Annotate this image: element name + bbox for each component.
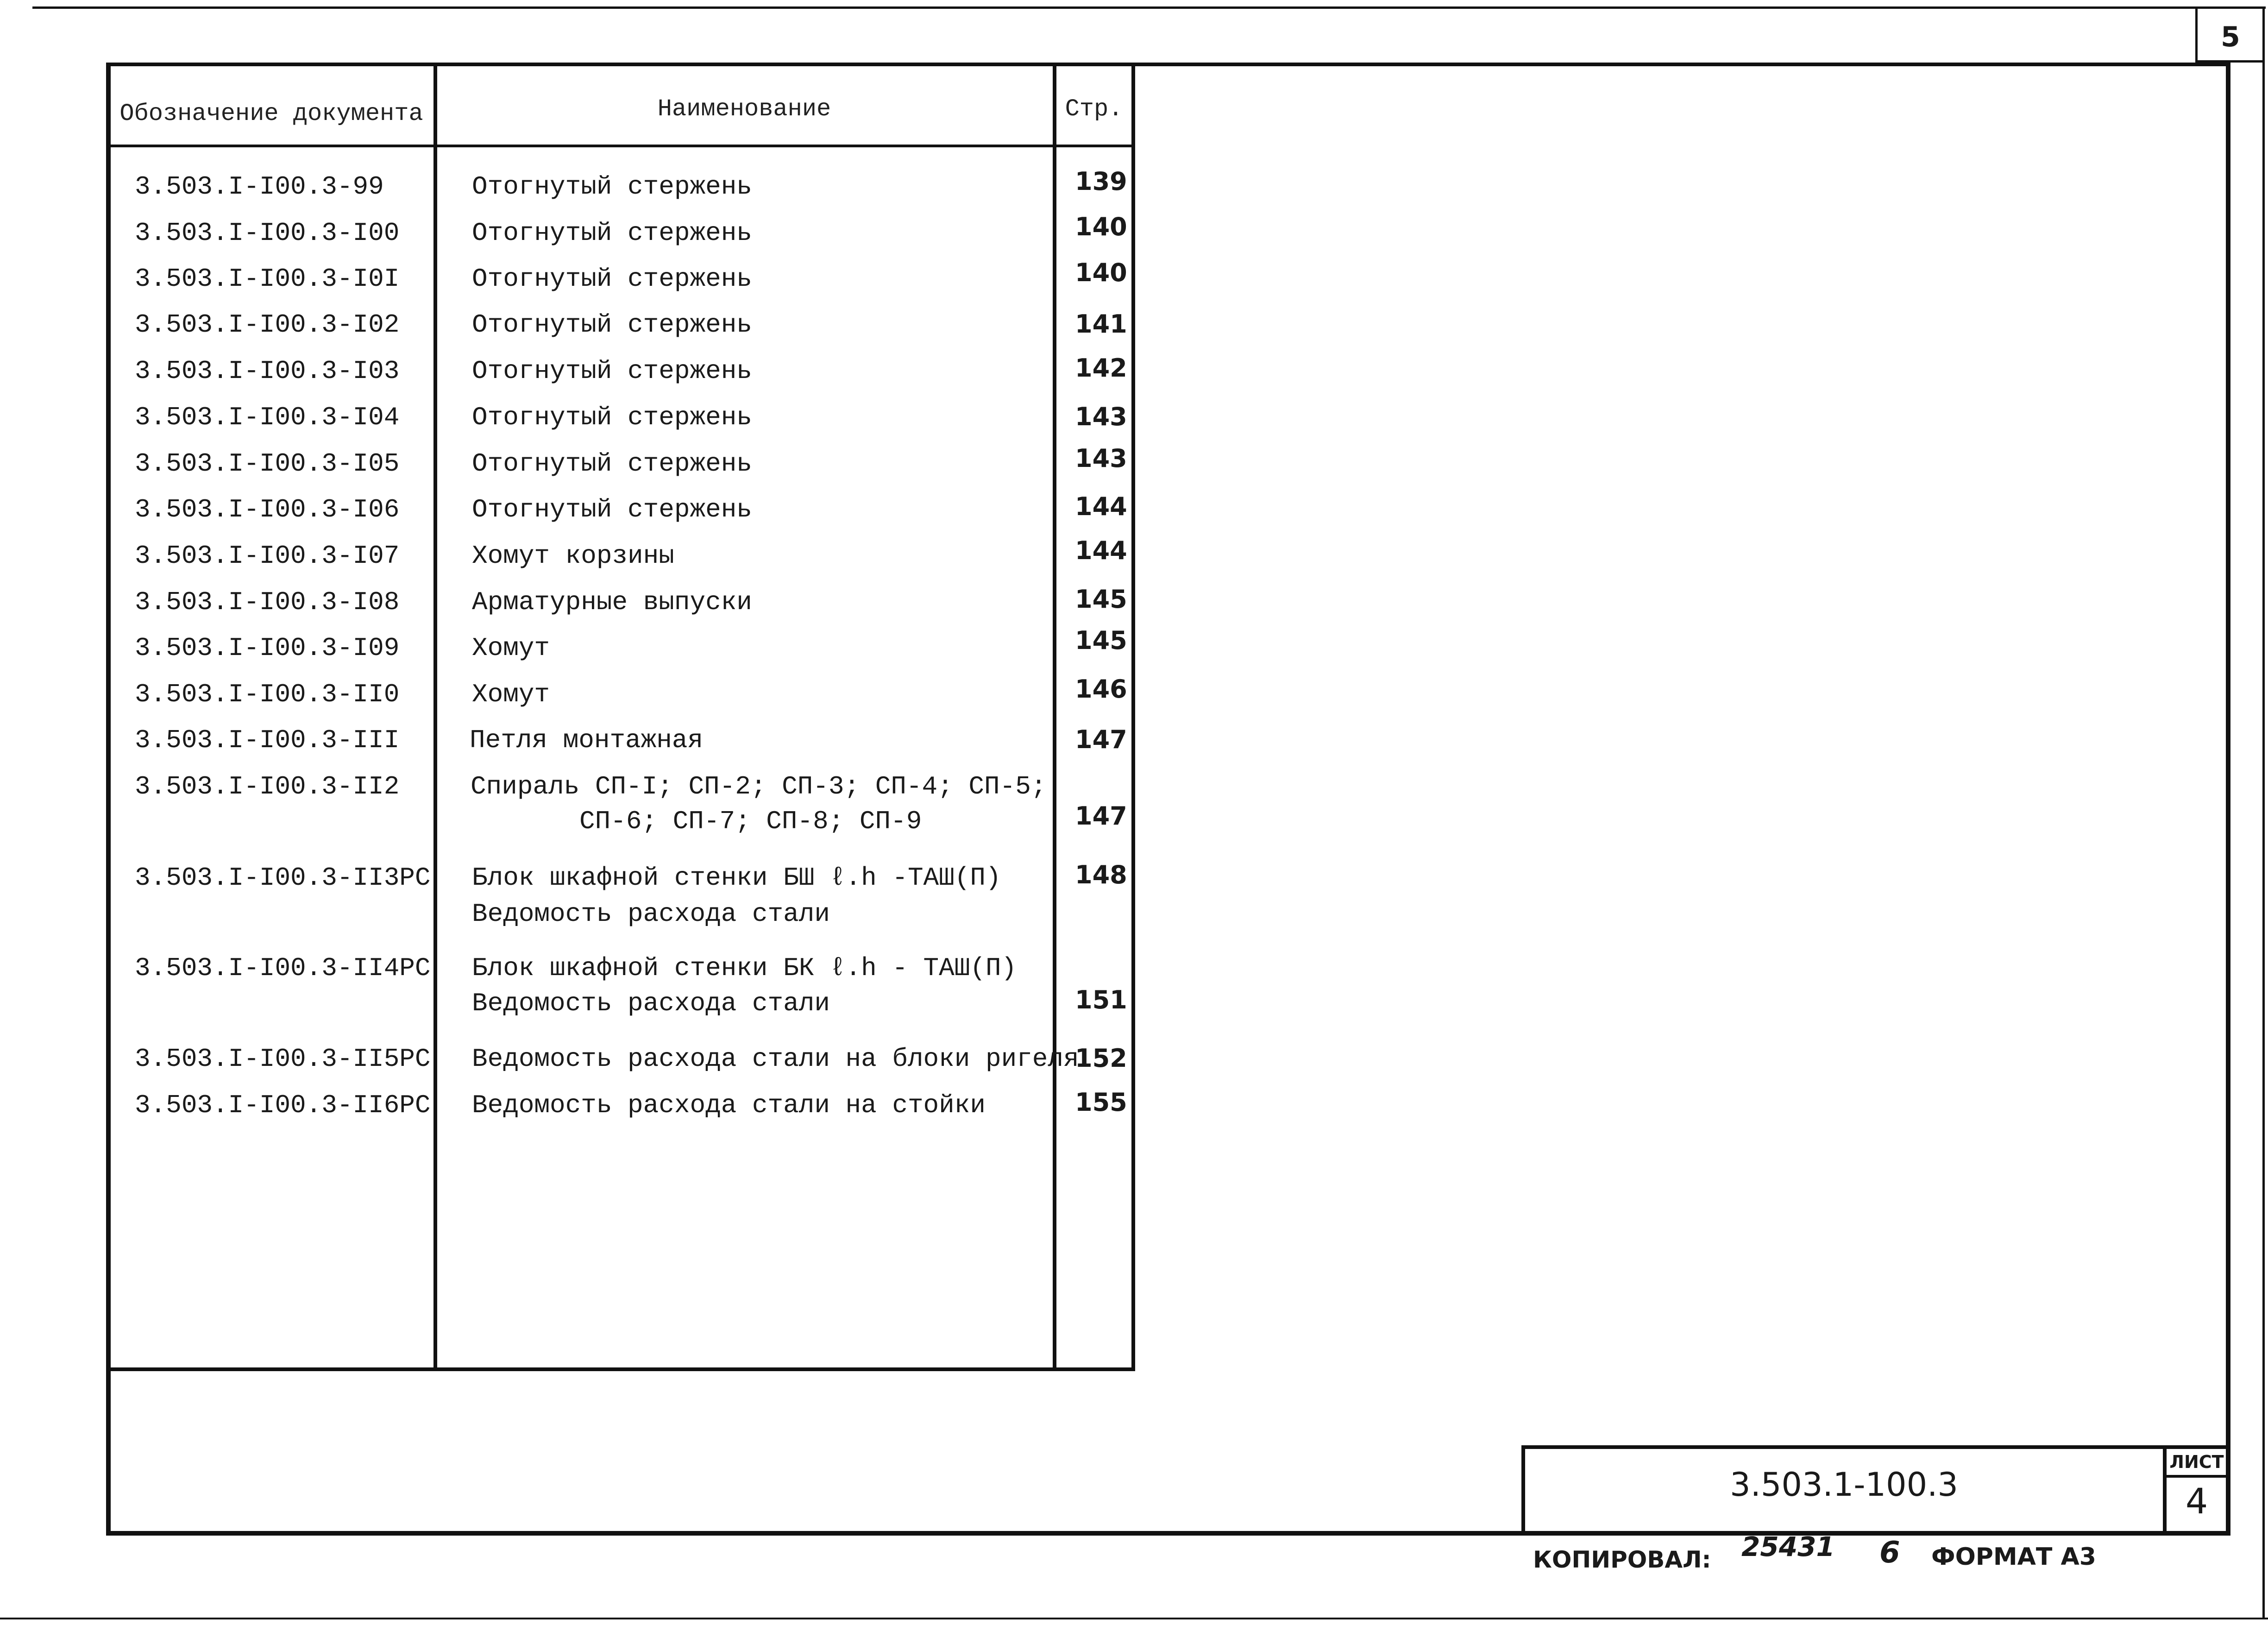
row-name: Отогнутый стержень [472,403,752,432]
corner-box-left [2195,6,2198,62]
row-name: Отогнутый стержень [472,449,752,479]
table-divider-3 [1131,65,1135,1371]
copied-label: КОПИРОВАЛ: [1533,1546,1711,1573]
stamp-number: 6 [1879,1536,1900,1570]
row-page: 141 [1075,309,1127,339]
row-designation: 3.503.I-I00.3-I04 [135,403,400,432]
title-block-top [1521,1445,2229,1449]
row-designation: 3.503.I-I00.3-II3РС [135,863,431,893]
row-name: Арматурные выпуски [472,587,752,617]
row-page: 142 [1075,353,1127,383]
row-designation: 3.503.I-I00.3-III [135,725,400,755]
row-name-line-1: Спираль СП-I; СП-2; СП-3; СП-4; СП-5; [471,772,1047,801]
row-designation: 3.503.I-I00.3-I09 [135,633,400,663]
row-name: Ведомость расхода стали на блоки ригеля [472,1044,1079,1074]
title-block-sheet-divider [2163,1445,2167,1533]
row-name-line-1: Блок шкафной стенки БК ℓ.h - ТАШ(П) [472,953,1017,983]
row-designation: 3.503.I-I00.3-I03 [135,356,400,386]
row-name-line-2: СП-6; СП-7; СП-8; СП-9 [579,806,922,836]
row-designation: 3.503.I-I00.3-II2 [135,772,400,801]
row-name-line-1: Блок шкафной стенки БШ ℓ.h -ТАШ(П) [472,863,1001,893]
row-page: 155 [1075,1088,1127,1117]
frame-bottom-line [0,1618,2268,1619]
row-page: 143 [1075,444,1127,473]
frame-right-line [2262,6,2265,1619]
row-designation: 3.503.I-I00.3-I08 [135,587,400,617]
copied-value: 25431 [1741,1531,1835,1562]
row-page: 143 [1075,402,1127,431]
row-name: Хомут корзины [472,541,674,571]
row-page: 148 [1075,860,1127,889]
row-page: 139 [1075,167,1127,196]
row-name: Отогнутый стержень [472,218,752,248]
row-designation: 3.503.I-I00.3-II5РС [135,1044,431,1074]
row-name: Ведомость расхода стали на стойки [472,1090,986,1120]
row-name: Петля монтажная [470,725,704,755]
row-page: 140 [1075,258,1127,287]
table-divider-1 [433,65,437,1371]
row-page: 147 [1075,801,1127,831]
row-designation: 3.503.I-I00.3-I06 [135,495,400,524]
inner-frame-bottom [106,1531,2230,1536]
table-header-underline [109,145,1135,147]
row-name-line-2: Ведомость расхода стали [472,989,830,1018]
row-name: Хомут [472,680,550,709]
row-designation: 3.503.I-I00.3-I07 [135,541,400,571]
row-page: 144 [1075,536,1127,565]
format-label: ФОРМАТ А3 [1931,1543,2096,1571]
title-block-sheet-line [2163,1475,2229,1478]
contents-table [109,65,1137,1371]
row-page: 140 [1075,212,1127,241]
sheet-number: 4 [2185,1480,2208,1522]
row-designation: 3.503.I-I00.3-II4РС [135,953,431,983]
row-page: 146 [1075,674,1127,704]
row-page: 145 [1075,585,1127,614]
inner-frame-right [2226,63,2230,1536]
corner-page-number: 5 [2221,21,2240,53]
row-page: 145 [1075,626,1127,655]
row-name: Отогнутый стержень [472,495,752,524]
row-name: Отогнутый стержень [472,310,752,340]
row-designation: 3.503.I-I00.3-II0 [135,680,400,709]
row-page: 152 [1075,1044,1127,1073]
row-page: 144 [1075,492,1127,521]
title-block-left [1521,1445,1525,1533]
header-name: Наименование [657,95,831,123]
document-code: 3.503.1-100.3 [1730,1466,1958,1504]
row-designation: 3.503.I-I00.3-I00 [135,218,400,248]
row-name: Отогнутый стержень [472,172,752,202]
row-name: Отогнутый стержень [472,264,752,294]
sheet-label: ЛИСТ [2169,1452,2224,1472]
row-name: Отогнутый стержень [472,356,752,386]
header-designation: Обозначение документа [119,100,423,127]
row-designation: 3.503.I-I00.3-II6РС [135,1090,431,1120]
row-page: 147 [1075,725,1127,754]
table-divider-2 [1053,65,1056,1371]
row-name: Хомут [472,633,550,663]
row-page: 151 [1075,985,1127,1014]
row-designation: 3.503.I-I00.3-I02 [135,310,400,340]
row-name-line-2: Ведомость расхода стали [472,899,830,929]
header-page: Стр. [1065,95,1123,123]
frame-top-line [32,6,2266,9]
row-designation: 3.503.I-I00.3-I0I [135,264,400,294]
row-designation: 3.503.I-I00.3-I05 [135,449,400,479]
table-bottom-line [109,1367,1135,1371]
row-designation: 3.503.I-I00.3-99 [135,172,384,202]
